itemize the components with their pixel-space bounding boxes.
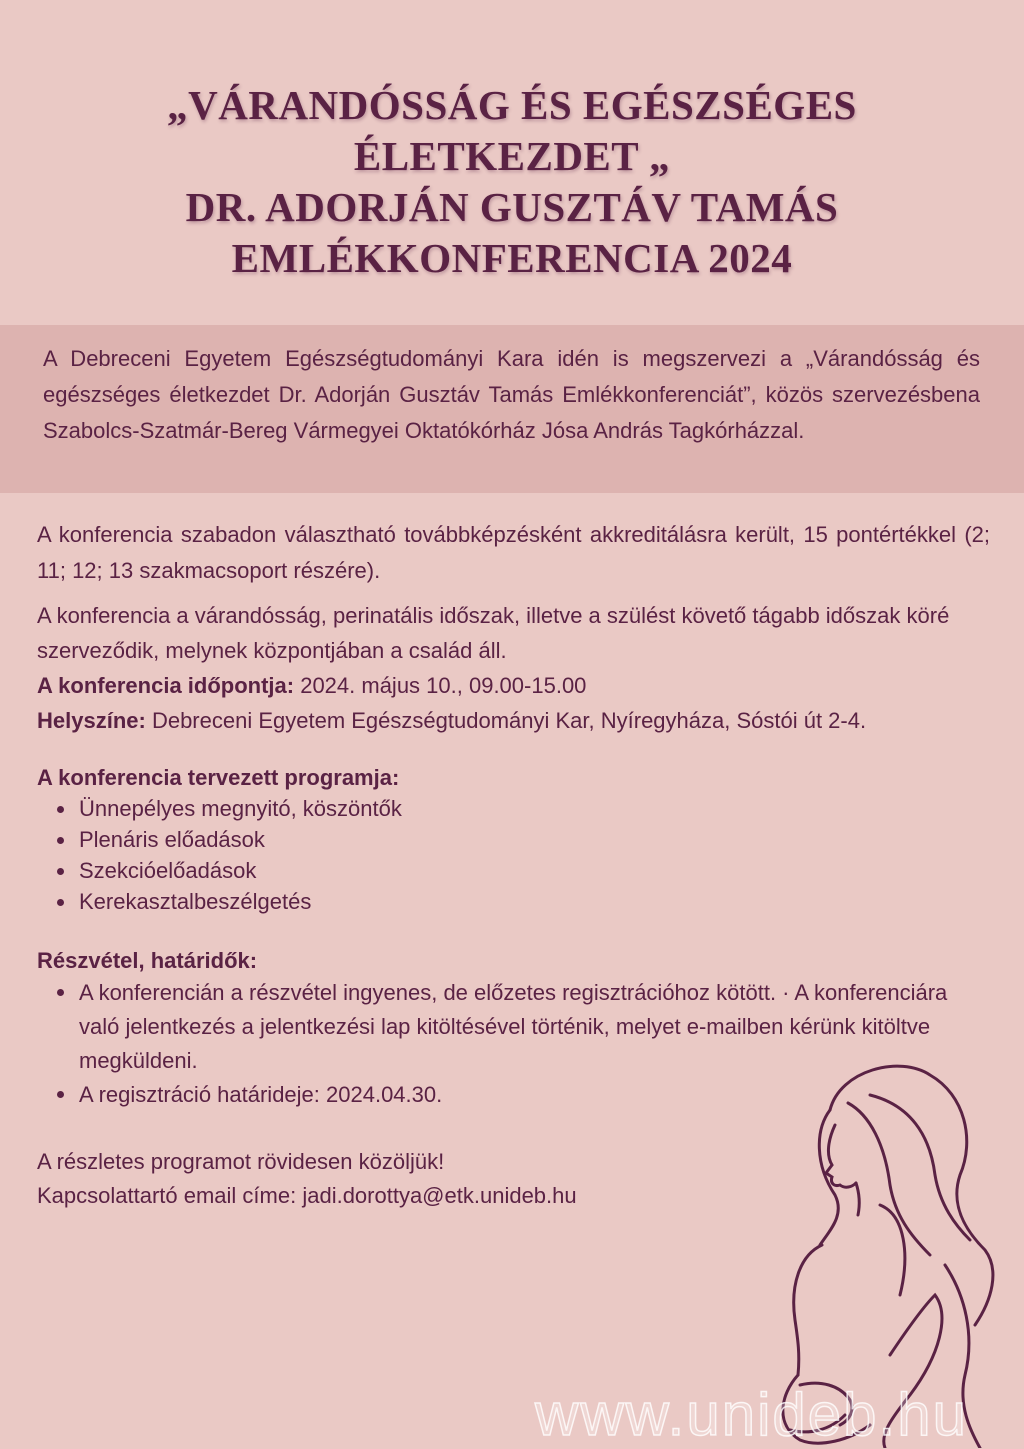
- title-line: ÉLETKEZDET „: [353, 133, 671, 179]
- venue-label: Helyszíne:: [37, 708, 146, 733]
- accreditation-text: A konferencia szabadon választható továbbképzésként akkreditálásra került, 15 pontértékkel (2; 11; 12; 13 szakmacsoport részére).: [37, 522, 990, 583]
- title-line: „VÁRANDÓSSÁG ÉS EGÉSZSÉGES: [167, 82, 857, 128]
- list-item: A regisztráció határideje: 2024.04.30.: [79, 1078, 977, 1112]
- list-item: Kerekasztalbeszélgetés: [79, 886, 990, 917]
- venue-value: Debreceni Egyetem Egészségtudományi Kar, Nyíregyháza, Sóstói út 2-4.: [145, 708, 867, 733]
- title-line: EMLÉKKONFERENCIA 2024: [231, 235, 793, 281]
- footer-note: A részletes programot rövidesen közöljük!: [37, 1149, 445, 1174]
- program-list: [37, 793, 990, 917]
- list-item: Plenáris előadások: [79, 824, 990, 855]
- details-section: [37, 598, 990, 738]
- participation-heading: Részvétel, határidők:: [37, 948, 258, 973]
- title-line: DR. ADORJÁN GUSZTÁV TAMÁS: [185, 184, 839, 230]
- date-value: 2024. május 10., 09.00-15.00: [294, 673, 587, 698]
- contact-line: Kapcsolattartó email címe: jadi.dorottya@etk.unideb.hu: [37, 1183, 577, 1208]
- list-item: Ünnepélyes megnyitó, köszöntők: [79, 793, 990, 824]
- program-heading: A konferencia tervezett programja:: [37, 765, 400, 790]
- list-item: Szekcióelőadások: [79, 855, 990, 886]
- intro-text: A Debreceni Egyetem Egészségtudományi Kara idén is megszervezi a „Várandósság és egészséges életkezdet Dr. Adorján Gusztáv Tamás Emlékkonferenciát”, közös szervezésbena Szabolcs-Szatmár-Bereg Vármegyei Oktatókórház Jósa András Tagkórházzal.: [43, 346, 980, 443]
- list-item: A konferencián a részvétel ingyenes, de előzetes regisztrációhoz kötött. · A konferenciára való jelentkezés a jelentkezési lap kitöltésével történik, melyet e-mailben kérünk kitöltve megküldeni.: [79, 976, 977, 1078]
- date-line: [37, 668, 990, 703]
- venue-line: [37, 703, 990, 738]
- intro-band: [0, 325, 1024, 493]
- accreditation-section: [37, 517, 990, 589]
- date-label: A konferencia időpontja:: [37, 673, 295, 698]
- page-title: [0, 80, 1024, 284]
- watermark: www.unideb.hu: [535, 1381, 968, 1448]
- topic-text: A konferencia a várandósság, perinatális időszak, illetve a szülést követő tágabb időszak köré szerveződik, melynek központjában a család áll.: [37, 603, 950, 663]
- program-section: [37, 762, 990, 917]
